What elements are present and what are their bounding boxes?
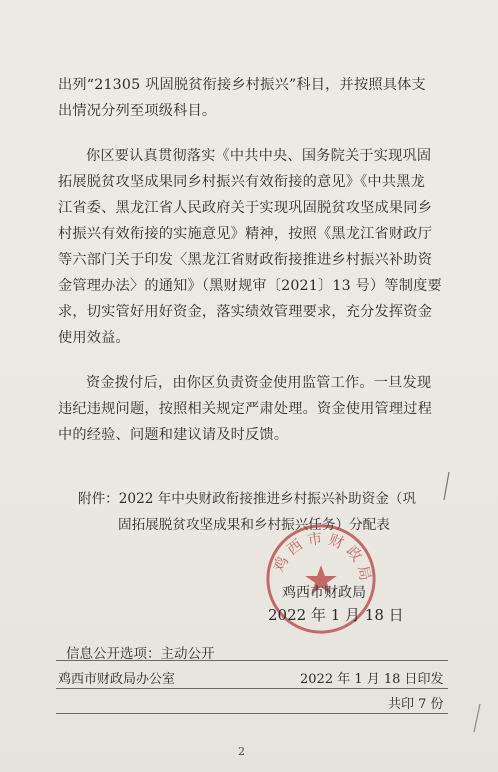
paragraph-subject-account bbox=[58, 72, 446, 124]
text-line: 金管理办法〉的通知》（黑财规审〔2021〕13 号）等制度要 bbox=[58, 278, 442, 294]
text-line: 出列“21305 巩固脱贫衔接乡村振兴”科目，并按照具体支 bbox=[58, 77, 426, 93]
page-number: 2 bbox=[238, 745, 245, 758]
pen-mark bbox=[440, 470, 452, 504]
paragraph-policy-implementation bbox=[58, 143, 446, 351]
copies-count: 共印 7 份 bbox=[388, 697, 444, 712]
signature-org: 鸡西市财政局 bbox=[282, 585, 366, 601]
text-line: 使用效益。 bbox=[58, 330, 130, 346]
footer-rule-bottom bbox=[56, 713, 448, 714]
text-line: 等六部门关于印发〈黑龙江省财政衔接推进乡村振兴补助资 bbox=[58, 252, 433, 268]
svg-text:鸡 西 市 财 政 局: 鸡 西 市 财 政 局 bbox=[270, 530, 374, 583]
pen-mark bbox=[470, 702, 484, 736]
text-line: 固拓展脱贫攻坚成果和乡村振兴任务）分配表 bbox=[118, 517, 390, 533]
text-line: 中的经验、问题和建议请及时反馈。 bbox=[58, 427, 289, 443]
text-line: 违纪违规问题，按照相关规定严肃处理。资金使用管理过程 bbox=[58, 401, 433, 417]
footer-rule-top bbox=[56, 660, 448, 661]
footer-rule-middle bbox=[56, 688, 448, 689]
text-line: 拓展脱贫攻坚成果同乡村振兴有效衔接的意见》《中共黑龙 bbox=[58, 174, 425, 190]
text-line: 附件：2022 年中央财政衔接推进乡村振兴补助资金（巩 bbox=[78, 491, 416, 507]
text-line: 出情况分列至项级科目。 bbox=[58, 103, 217, 119]
text-line: 江省委、黑龙江省人民政府关于实现巩固脱贫攻坚成果同乡 bbox=[58, 200, 433, 216]
paragraph-supervision bbox=[58, 370, 446, 448]
text-line: 求，切实管好用好资金，落实绩效管理要求，充分发挥资金 bbox=[58, 304, 433, 320]
text-line: 你区要认真贯彻落实《中共中央、国务院关于实现巩固 bbox=[86, 148, 432, 164]
signature-date: 2022 年 1 月 18 日 bbox=[268, 606, 404, 624]
text-line: 资金拨付后，由你区负责资金使用监管工作。一旦发现 bbox=[86, 375, 432, 391]
disclosure-option: 信息公开选项：主动公开 bbox=[66, 646, 215, 662]
issuing-office: 鸡西市财政局办公室 bbox=[58, 672, 176, 687]
text-line: 村振兴有效衔接的实施意见》精神，按照《黑龙江省财政厅 bbox=[58, 226, 433, 242]
print-date: 2022 年 1 月 18 日印发 bbox=[300, 672, 444, 687]
